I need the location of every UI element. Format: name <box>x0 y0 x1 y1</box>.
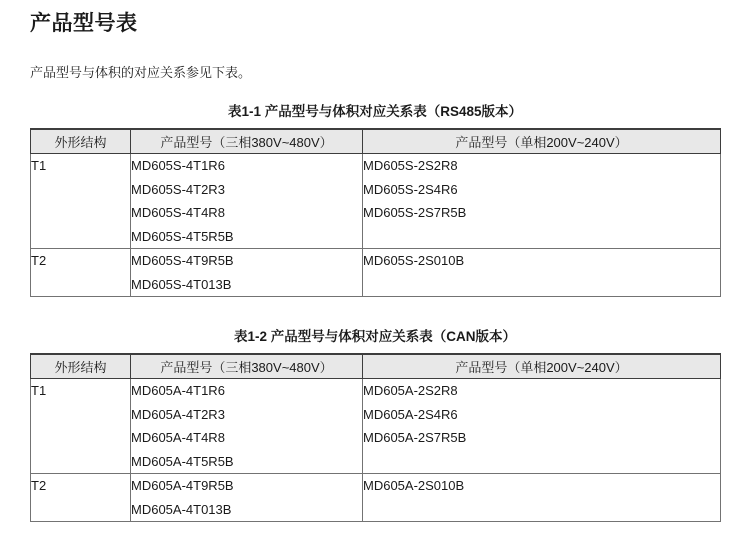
three-phase-cell <box>131 379 363 474</box>
model-number: MD605A-4T1R6 <box>131 383 225 398</box>
table-row <box>31 154 721 249</box>
header-three-phase: 产品型号（三相380V~480V） <box>131 354 363 379</box>
header-structure: 外形结构 <box>31 129 131 154</box>
single-phase-cell <box>363 379 721 474</box>
structure-cell: T1 <box>31 379 131 474</box>
model-number: MD605A-2S2R8 <box>363 383 458 398</box>
three-phase-cell <box>131 474 363 522</box>
page-title: 产品型号表 <box>30 12 138 35</box>
header-single-phase: 产品型号（单相200V~240V） <box>363 354 721 379</box>
single-phase-cell <box>363 474 721 522</box>
model-number: MD605A-2S7R5B <box>363 430 467 445</box>
product-model-table <box>30 128 721 297</box>
model-number: MD605S-2S010B <box>363 253 465 268</box>
table-row <box>31 379 721 474</box>
model-number: MD605A-4T5R5B <box>131 453 234 469</box>
model-number: MD605S-4T2R3 <box>131 181 225 197</box>
model-number: MD605A-4T9R5B <box>131 478 234 493</box>
model-number: MD605A-2S4R6 <box>363 406 458 422</box>
model-number: MD605A-4T4R8 <box>131 430 225 445</box>
table-caption: 表1-1 产品型号与体积对应关系表（RS485版本） <box>227 104 523 119</box>
product-model-table <box>30 353 721 522</box>
tables-section <box>30 103 720 522</box>
header-row <box>31 354 721 379</box>
single-phase-cell <box>363 249 721 297</box>
header-single-phase: 产品型号（单相200V~240V） <box>363 129 721 154</box>
single-phase-cell <box>363 154 721 249</box>
table-row <box>31 474 721 522</box>
model-number: MD605A-4T013B <box>131 501 232 517</box>
three-phase-cell <box>131 249 363 297</box>
model-number: MD605S-4T9R5B <box>131 253 234 268</box>
model-number: MD605A-4T2R3 <box>131 406 225 422</box>
header-three-phase: 产品型号（三相380V~480V） <box>131 129 363 154</box>
model-number: MD605S-4T5R5B <box>131 228 234 244</box>
table-caption: 表1-2 产品型号与体积对应关系表（CAN版本） <box>233 329 516 344</box>
structure-cell: T1 <box>31 154 131 249</box>
table-block-2 <box>30 328 720 522</box>
model-number: MD605S-4T1R6 <box>131 158 225 173</box>
model-number: MD605S-2S2R8 <box>363 158 458 173</box>
header-row <box>31 129 721 154</box>
table-row <box>31 249 721 297</box>
header-structure: 外形结构 <box>31 354 131 379</box>
structure-cell: T2 <box>31 474 131 522</box>
model-number: MD605S-2S7R5B <box>363 205 467 220</box>
three-phase-cell <box>131 154 363 249</box>
intro-text: 产品型号与体积的对应关系参见下表。 <box>30 65 252 80</box>
model-number: MD605A-2S010B <box>363 478 465 493</box>
model-number: MD605S-4T4R8 <box>131 205 225 220</box>
model-number: MD605S-4T013B <box>131 276 232 292</box>
model-number: MD605S-2S4R6 <box>363 181 458 197</box>
table-block-1 <box>30 103 720 297</box>
structure-cell: T2 <box>31 249 131 297</box>
